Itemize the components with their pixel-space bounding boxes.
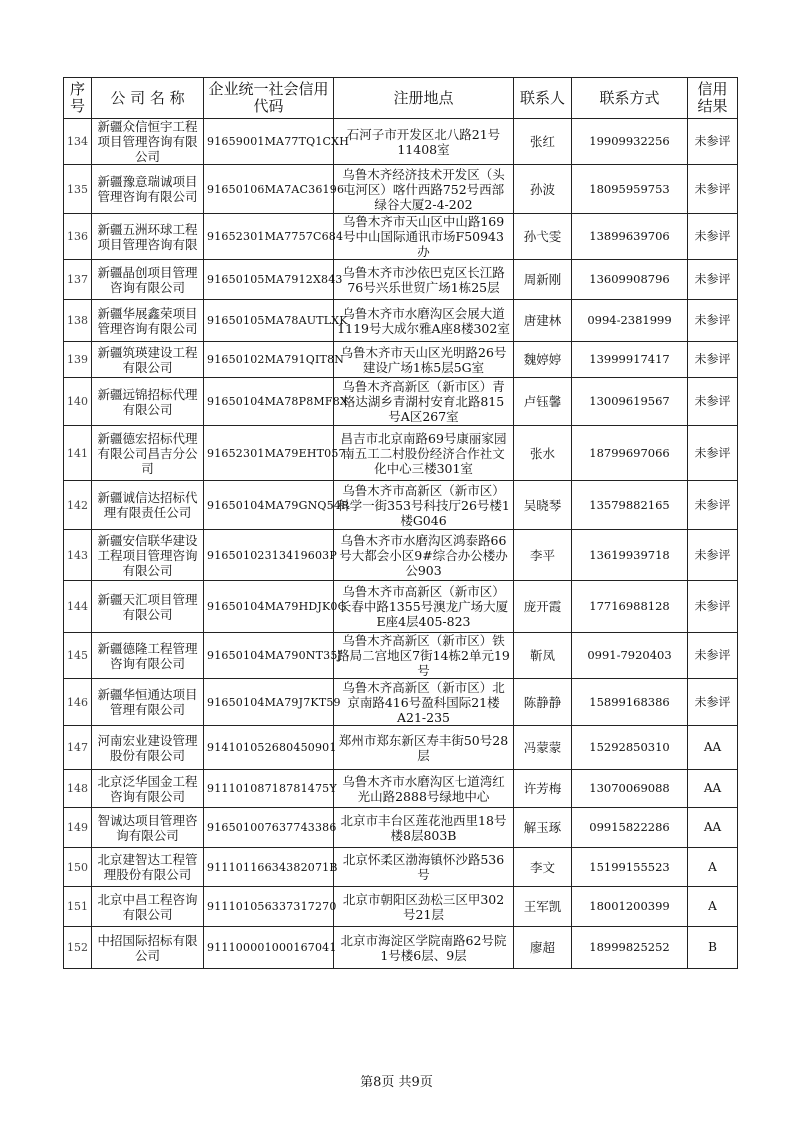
header-phone: 联系方式 bbox=[572, 78, 688, 119]
credit-result: A bbox=[688, 848, 738, 887]
registered-address: 乌鲁木齐市高新区（新市区）科学一街353号科技厅26号楼1楼G046 bbox=[334, 481, 514, 530]
row-number: 135 bbox=[64, 165, 92, 214]
contact-person: 许芳梅 bbox=[514, 770, 572, 808]
credit-code: 91652301MA7757C684 bbox=[204, 214, 334, 260]
row-number: 134 bbox=[64, 119, 92, 165]
table-row bbox=[64, 726, 738, 770]
credit-result: 未参评 bbox=[688, 581, 738, 633]
contact-phone: 15199155523 bbox=[572, 848, 688, 887]
company-name: 北京建智达工程管理股份有限公司 bbox=[92, 848, 204, 887]
company-name: 新疆远锦招标代理有限公司 bbox=[92, 378, 204, 426]
contact-person: 李文 bbox=[514, 848, 572, 887]
credit-code: 91659001MA77TQ1CXH bbox=[204, 119, 334, 165]
company-name: 新疆晶创项目管理咨询有限公司 bbox=[92, 260, 204, 300]
contact-person: 靳凤 bbox=[514, 633, 572, 679]
company-name: 新疆德宏招标代理有限公司昌吉分公司 bbox=[92, 426, 204, 481]
header-address: 注册地点 bbox=[334, 78, 514, 119]
company-name: 北京中昌工程咨询有限公司 bbox=[92, 887, 204, 927]
company-name: 中招国际招标有限公司 bbox=[92, 927, 204, 969]
credit-result: AA bbox=[688, 770, 738, 808]
header-name: 公 司 名 称 bbox=[92, 78, 204, 119]
contact-phone: 13609908796 bbox=[572, 260, 688, 300]
company-name: 新疆华恒通达项目管理有限公司 bbox=[92, 679, 204, 726]
contact-phone: 19909932256 bbox=[572, 119, 688, 165]
contact-phone: 13999917417 bbox=[572, 342, 688, 378]
contact-person: 卢钰馨 bbox=[514, 378, 572, 426]
credit-result: 未参评 bbox=[688, 260, 738, 300]
credit-code: 911101056337317270 bbox=[204, 887, 334, 927]
row-number: 148 bbox=[64, 770, 92, 808]
row-number: 139 bbox=[64, 342, 92, 378]
contact-person: 唐建林 bbox=[514, 300, 572, 342]
contact-phone: 15899168386 bbox=[572, 679, 688, 726]
table-row bbox=[64, 378, 738, 426]
contact-person: 张红 bbox=[514, 119, 572, 165]
credit-result: A bbox=[688, 887, 738, 927]
header-result: 信用结果 bbox=[688, 78, 738, 119]
contact-person: 吴晓琴 bbox=[514, 481, 572, 530]
credit-code: 91650104MA790NT35J bbox=[204, 633, 334, 679]
row-number: 142 bbox=[64, 481, 92, 530]
company-name: 新疆安信联华建设工程项目管理咨询有限公司 bbox=[92, 530, 204, 581]
registered-address: 乌鲁木齐市沙依巴克区长江路76号兴乐世贸广场1栋25层 bbox=[334, 260, 514, 300]
registered-address: 乌鲁木齐市天山区中山路169号中山国际通讯市场F50943办 bbox=[334, 214, 514, 260]
contact-phone: 09915822286 bbox=[572, 808, 688, 848]
row-number: 145 bbox=[64, 633, 92, 679]
credit-code: 91650104MA79HDJK0G bbox=[204, 581, 334, 633]
registered-address: 昌吉市北京南路69号康丽家园南五工二村股份经济合作社文化中心三楼301室 bbox=[334, 426, 514, 481]
credit-code: 91650106MA7AC36196 bbox=[204, 165, 334, 214]
registered-address: 北京市海淀区学院南路62号院1号楼6层、9层 bbox=[334, 927, 514, 969]
credit-code: 916501007637743386 bbox=[204, 808, 334, 848]
contact-person: 李平 bbox=[514, 530, 572, 581]
contact-phone: 17716988128 bbox=[572, 581, 688, 633]
registered-address: 北京怀柔区渤海镇怀沙路536号 bbox=[334, 848, 514, 887]
registered-address: 乌鲁木齐市天山区光明路26号建设广场1栋5层5G室 bbox=[334, 342, 514, 378]
row-number: 152 bbox=[64, 927, 92, 969]
contact-phone: 13899639706 bbox=[572, 214, 688, 260]
credit-code: 911100001000167041 bbox=[204, 927, 334, 969]
credit-code: 91650104MA79GNQ54R bbox=[204, 481, 334, 530]
credit-result: 未参评 bbox=[688, 633, 738, 679]
table-row bbox=[64, 887, 738, 927]
row-number: 146 bbox=[64, 679, 92, 726]
contact-person: 王军凯 bbox=[514, 887, 572, 927]
table-row bbox=[64, 214, 738, 260]
credit-code: 91650105MA78AUTLXK bbox=[204, 300, 334, 342]
table-row bbox=[64, 481, 738, 530]
table-header-row bbox=[64, 78, 738, 119]
row-number: 149 bbox=[64, 808, 92, 848]
table-row bbox=[64, 342, 738, 378]
table-row bbox=[64, 633, 738, 679]
credit-result: 未参评 bbox=[688, 481, 738, 530]
company-name: 智诚达项目管理咨询有限公司 bbox=[92, 808, 204, 848]
credit-result: 未参评 bbox=[688, 165, 738, 214]
row-number: 147 bbox=[64, 726, 92, 770]
registered-address: 石河子市开发区北八路21号11408室 bbox=[334, 119, 514, 165]
contact-phone: 13009619567 bbox=[572, 378, 688, 426]
company-name: 新疆五洲环球工程项目管理咨询有限 bbox=[92, 214, 204, 260]
credit-code: 91110116634382071B bbox=[204, 848, 334, 887]
credit-result: 未参评 bbox=[688, 214, 738, 260]
company-name: 北京泛华国金工程咨询有限公司 bbox=[92, 770, 204, 808]
contact-phone: 18001200399 bbox=[572, 887, 688, 927]
credit-code: 91652301MA79EHT057 bbox=[204, 426, 334, 481]
contact-phone: 0994-2381999 bbox=[572, 300, 688, 342]
row-number: 141 bbox=[64, 426, 92, 481]
registered-address: 北京市朝阳区劲松三区甲302号21层 bbox=[334, 887, 514, 927]
credit-result: AA bbox=[688, 726, 738, 770]
credit-result: 未参评 bbox=[688, 530, 738, 581]
contact-phone: 13619939718 bbox=[572, 530, 688, 581]
company-name: 新疆筑瑛建设工程有限公司 bbox=[92, 342, 204, 378]
credit-code: 91650104MA79J7KT59 bbox=[204, 679, 334, 726]
contact-phone: 18999825252 bbox=[572, 927, 688, 969]
registered-address: 乌鲁木齐市水磨沟区会展大道1119号大成尔雅A座8楼302室 bbox=[334, 300, 514, 342]
table-row bbox=[64, 770, 738, 808]
company-credit-table bbox=[63, 77, 738, 969]
company-name: 新疆豫意瑞诚项目管理咨询有限公司 bbox=[92, 165, 204, 214]
credit-result: 未参评 bbox=[688, 342, 738, 378]
table-row bbox=[64, 260, 738, 300]
row-number: 136 bbox=[64, 214, 92, 260]
row-number: 140 bbox=[64, 378, 92, 426]
contact-person: 周新刚 bbox=[514, 260, 572, 300]
contact-person: 魏婷婷 bbox=[514, 342, 572, 378]
table-row bbox=[64, 119, 738, 165]
contact-person: 解玉琢 bbox=[514, 808, 572, 848]
registered-address: 乌鲁木齐市高新区（新市区）长春中路1355号澳龙广场大厦E座4层405-823 bbox=[334, 581, 514, 633]
row-number: 137 bbox=[64, 260, 92, 300]
contact-person: 冯蒙蒙 bbox=[514, 726, 572, 770]
company-name: 河南宏业建设管理股份有限公司 bbox=[92, 726, 204, 770]
company-name: 新疆德隆工程管理咨询有限公司 bbox=[92, 633, 204, 679]
credit-result: 未参评 bbox=[688, 378, 738, 426]
table-row bbox=[64, 679, 738, 726]
registered-address: 乌鲁木齐高新区（新市区）铁路局二宫地区7街14栋2单元19号 bbox=[334, 633, 514, 679]
header-no: 序号 bbox=[64, 78, 92, 119]
contact-phone: 18095959753 bbox=[572, 165, 688, 214]
credit-result: 未参评 bbox=[688, 300, 738, 342]
registered-address: 郑州市郑东新区寿丰街50号28层 bbox=[334, 726, 514, 770]
row-number: 151 bbox=[64, 887, 92, 927]
row-number: 144 bbox=[64, 581, 92, 633]
credit-code: 91110108718781475Y bbox=[204, 770, 334, 808]
credit-result: 未参评 bbox=[688, 119, 738, 165]
row-number: 143 bbox=[64, 530, 92, 581]
registered-address: 乌鲁木齐经济技术开发区（头屯河区）喀什西路752号西部绿谷大厦2-4-202 bbox=[334, 165, 514, 214]
company-name: 新疆天汇项目管理有限公司 bbox=[92, 581, 204, 633]
contact-phone: 0991-7920403 bbox=[572, 633, 688, 679]
credit-result: 未参评 bbox=[688, 679, 738, 726]
header-code: 企业统一社会信用代码 bbox=[204, 78, 334, 119]
registered-address: 乌鲁木齐市水磨沟区七道湾红光山路2888号绿地中心 bbox=[334, 770, 514, 808]
contact-person: 陈静静 bbox=[514, 679, 572, 726]
company-name: 新疆华展鑫荣项目管理咨询有限公司 bbox=[92, 300, 204, 342]
page-footer: 第8页 共9页 bbox=[360, 1075, 433, 1090]
table-row bbox=[64, 581, 738, 633]
contact-phone: 15292850310 bbox=[572, 726, 688, 770]
registered-address: 乌鲁木齐市水磨沟区鸿泰路66号大都会小区9#综合办公楼办公903 bbox=[334, 530, 514, 581]
registered-address: 乌鲁木齐高新区（新市区）青格达湖乡青湖村安育北路815号A区267室 bbox=[334, 378, 514, 426]
row-number: 138 bbox=[64, 300, 92, 342]
credit-code: 91650104MA78P8MF8X bbox=[204, 378, 334, 426]
contact-person: 庞开霞 bbox=[514, 581, 572, 633]
header-contact: 联系人 bbox=[514, 78, 572, 119]
row-number: 150 bbox=[64, 848, 92, 887]
credit-code: 91650105MA7912X843 bbox=[204, 260, 334, 300]
company-name: 新疆诚信达招标代理有限责任公司 bbox=[92, 481, 204, 530]
contact-phone: 13070069088 bbox=[572, 770, 688, 808]
contact-phone: 18799697066 bbox=[572, 426, 688, 481]
table-row bbox=[64, 300, 738, 342]
table-row bbox=[64, 530, 738, 581]
table-row bbox=[64, 426, 738, 481]
credit-code: 91650102MA791QIT8N bbox=[204, 342, 334, 378]
contact-person: 廖超 bbox=[514, 927, 572, 969]
contact-person: 孙弋雯 bbox=[514, 214, 572, 260]
table-row bbox=[64, 165, 738, 214]
registered-address: 乌鲁木齐高新区（新市区）北京南路416号盈科国际21楼A21-235 bbox=[334, 679, 514, 726]
contact-person: 张水 bbox=[514, 426, 572, 481]
credit-code: 91650102313419603P bbox=[204, 530, 334, 581]
credit-result: B bbox=[688, 927, 738, 969]
credit-code: 914101052680450901 bbox=[204, 726, 334, 770]
registered-address: 北京市丰台区莲花池西里18号楼8层803B bbox=[334, 808, 514, 848]
table-row bbox=[64, 848, 738, 887]
credit-result: 未参评 bbox=[688, 426, 738, 481]
contact-phone: 13579882165 bbox=[572, 481, 688, 530]
credit-result: AA bbox=[688, 808, 738, 848]
table-row bbox=[64, 808, 738, 848]
table-row bbox=[64, 927, 738, 969]
contact-person: 孙波 bbox=[514, 165, 572, 214]
company-name: 新疆众信恒宇工程项目管理咨询有限公司 bbox=[92, 119, 204, 165]
